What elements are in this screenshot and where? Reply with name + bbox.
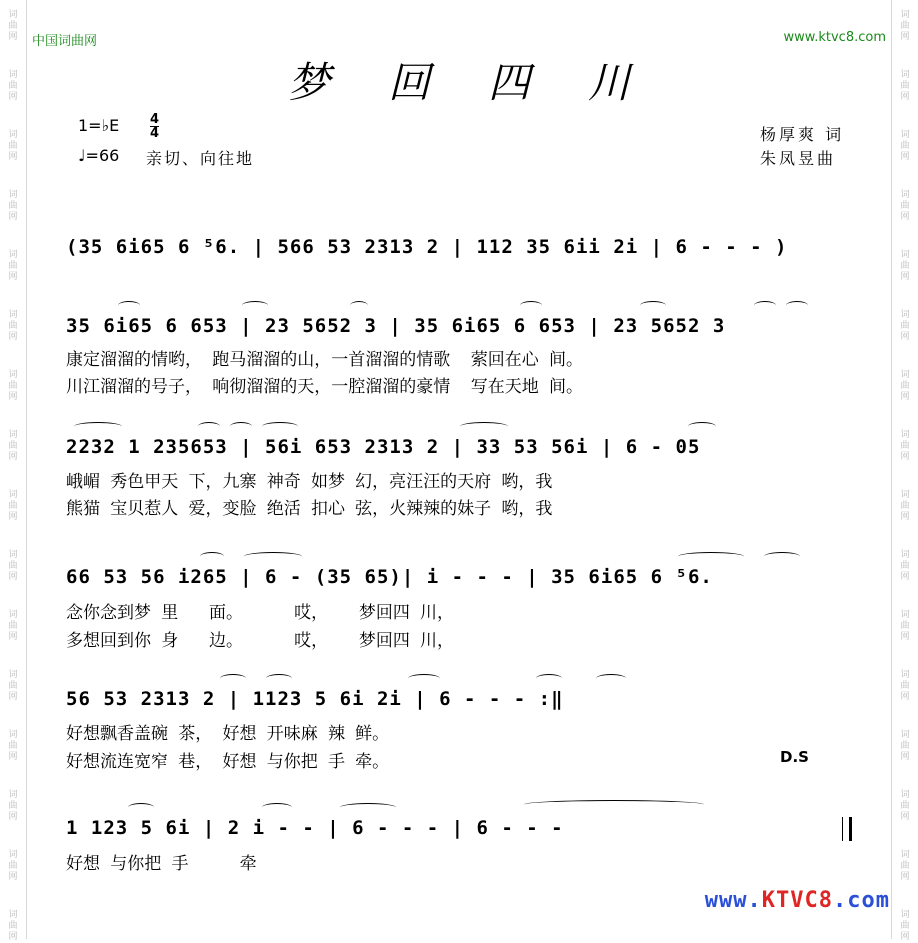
lyric-line-1: 康定溜溜的情哟， 跑马溜溜的山，一首溜溜的情歌 萦回在心 间。 (66, 350, 583, 370)
watermark-text: 词曲网 (8, 730, 18, 762)
composer-credit: 朱凤昱曲 (760, 149, 837, 168)
time-signature-top: 4 (150, 112, 160, 127)
watermark-text: 词曲网 (900, 430, 910, 462)
watermark-text: 词曲网 (8, 430, 18, 462)
watermark-text: 词曲网 (8, 190, 18, 222)
slur (520, 301, 542, 310)
slur (200, 552, 224, 561)
slur (262, 422, 298, 431)
watermark-text: 词曲网 (8, 310, 18, 342)
slur (460, 422, 508, 431)
watermark-text: 词曲网 (900, 610, 910, 642)
lyric-line-4: 熊猫 宝贝惹人 爱，变脸 绝活 扣心 弦，火辣辣的妹子 哟，我 (66, 499, 553, 519)
watermark-text: 词曲网 (900, 790, 910, 822)
slur (244, 552, 302, 561)
watermark-text: 词曲网 (8, 10, 18, 42)
watermark-text: 词曲网 (8, 70, 18, 102)
watermark-text: 词曲网 (900, 70, 910, 102)
watermark-text: 词曲网 (8, 370, 18, 402)
tempo-marking: ♩=66 (78, 146, 120, 165)
slur (764, 552, 800, 561)
song-title: 梦回四川 (287, 58, 688, 107)
slur (118, 301, 140, 310)
score-row-verse-2: 2232 1 235653 | 56i 653 2313 2 | 33 53 56i | 6 - 05 (66, 436, 701, 458)
slur (340, 803, 396, 812)
watermark-text: 词曲网 (8, 850, 18, 882)
logo-part-www: www. (704, 888, 762, 913)
expression-marking: 亲切、向往地 (146, 149, 255, 168)
slur (220, 674, 246, 683)
final-barline (842, 817, 852, 841)
key-signature: 1=♭E (78, 116, 120, 135)
slur (230, 422, 252, 431)
lyric-line-7: 好想飘香盖碗 茶， 好想 开味麻 辣 鲜。 (66, 724, 390, 744)
watermark-text: 词曲网 (8, 610, 18, 642)
time-signature-bottom: 4 (150, 126, 160, 141)
slur (640, 301, 666, 310)
slur (198, 422, 220, 431)
lyric-line-3: 峨嵋 秀色甲天 下，九寨 神奇 如梦 幻，亮汪汪的天府 哟，我 (66, 472, 553, 492)
watermark-text: 词曲网 (900, 310, 910, 342)
lyric-line-9: 好想 与你把 手 牵 (66, 854, 257, 874)
score-row-intro: (35 6i65 6 ⁵6. | 566 53 2313 2 | 112 35 6ii 2i | 6 - - - ) (66, 236, 788, 258)
score-row-verse-1: 35 6i65 6 653 | 23 5652 3 | 35 6i65 6 653 | 23 5652 3 (66, 315, 726, 337)
watermark-text: 词曲网 (900, 370, 910, 402)
logo-part-name: KTVC8 (761, 888, 834, 913)
watermark-text: 词曲网 (8, 130, 18, 162)
watermark-text: 词曲网 (900, 190, 910, 222)
slur (128, 803, 154, 812)
slur (596, 674, 626, 683)
watermark-text: 词曲网 (8, 250, 18, 282)
watermark-text: 词曲网 (900, 10, 910, 42)
watermark-text: 词曲网 (900, 250, 910, 282)
slur (786, 301, 808, 310)
watermark-text: 词曲网 (900, 670, 910, 702)
ktvc8-logo[interactable] (705, 888, 890, 913)
lyric-line-8: 好想流连宽窄 巷， 好想 与你把 手 牵。 (66, 752, 390, 772)
score-row-ending: 1 123 5 6i | 2 i - - | 6 - - - | 6 - - - (66, 817, 564, 839)
slur (350, 301, 368, 310)
watermark-text: 词曲网 (8, 790, 18, 822)
time-signature (150, 113, 159, 140)
score-row-chorus-2: 56 53 2313 2 | 1123 5 6i 2i | 6 - - - :‖ (66, 688, 564, 710)
watermark-text: 词曲网 (900, 910, 910, 942)
slur (408, 674, 440, 683)
watermark-text: 词曲网 (900, 550, 910, 582)
slur (754, 301, 776, 310)
watermark-text: 词曲网 (900, 490, 910, 522)
watermark-text: 词曲网 (900, 730, 910, 762)
lyric-line-6: 多想回到你 身 边。 哎， 梦回四 川， (66, 631, 455, 651)
slur (242, 301, 268, 310)
slur (688, 422, 716, 431)
slur (678, 552, 744, 561)
slur (262, 803, 292, 812)
watermark-text: 词曲网 (8, 670, 18, 702)
lyric-line-5: 念你念到梦 里 面。 哎， 梦回四 川， (66, 603, 455, 623)
site-url-right[interactable]: www.ktvc8.com (783, 30, 886, 45)
dal-segno-mark: D.S (780, 748, 809, 766)
watermark-text: 词曲网 (900, 130, 910, 162)
lyricist-credit: 杨厚爽 词 (760, 125, 845, 144)
watermark-text: 词曲网 (900, 850, 910, 882)
slur (74, 422, 122, 431)
lyric-line-2: 川江溜溜的号子， 响彻溜溜的天，一腔溜溜的豪情 写在天地 间。 (66, 377, 583, 397)
site-name-left[interactable]: 中国词曲网 (32, 34, 98, 49)
watermark-text: 词曲网 (8, 910, 18, 942)
score-row-chorus-1: 66 53 56 i265 | 6 - (35 65)| i - - - | 35 6i65 6 ⁵6. (66, 566, 713, 588)
slur (524, 800, 704, 809)
watermark-text: 词曲网 (8, 550, 18, 582)
logo-part-tld: .com (833, 888, 890, 913)
watermark-text: 词曲网 (8, 490, 18, 522)
slur (266, 674, 292, 683)
slur (536, 674, 562, 683)
